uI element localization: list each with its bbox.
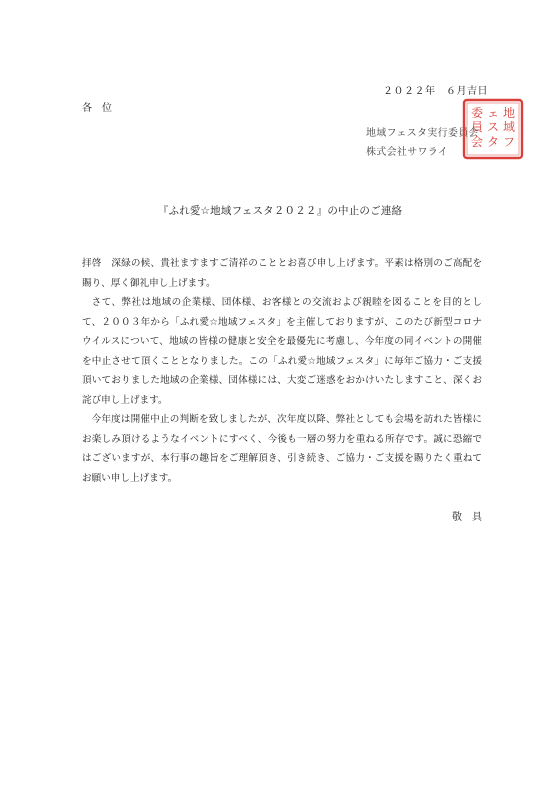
addressee: 各 位 <box>82 103 112 114</box>
svg-text:会: 会 <box>470 135 484 149</box>
svg-text:地: 地 <box>502 106 516 120</box>
letter-date: ２０２２年 ６月吉日 <box>383 86 488 97</box>
svg-text:ス: ス <box>486 120 500 134</box>
svg-text:委: 委 <box>470 106 484 120</box>
closing-phrase: 敬 具 <box>452 512 482 523</box>
svg-text:員: 員 <box>470 120 484 134</box>
svg-text:域: 域 <box>502 120 516 134</box>
letter-title: 『ふれ愛☆地域フェスタ２０２２』の中止のご連絡 <box>157 205 403 217</box>
sender-committee: 地域フェスタ実行委員会 <box>366 128 479 139</box>
letter-body <box>82 254 482 488</box>
company-seal-stamp <box>462 98 524 160</box>
body-paragraph-announcement: さて、弊社は地域の企業様、団体様、お客様との交流および親睦を図ることを目的として、２００３年から「ふれ愛☆地域フェスタ」を主催しておりますが、このたび新型コロナウイルスについて、地域の皆様の健康と安全を最優先に考慮し、今年度の同イベントの開催を中止させて頂くこととなりました。この「ふれ愛☆地域フェスタ」に毎年ご協力・ご支援頂いておりました地域の企業様、団体様には、大変ご迷惑をおかけいたしますこと、深くお詫び申し上げます。 <box>82 297 482 406</box>
body-paragraph-greeting: 拝啓 深緑の候、貴社ますますご清祥のこととお喜び申し上げます。平素は格別のご高配を賜り、厚く御礼申し上げます。 <box>82 258 482 289</box>
svg-text:タ: タ <box>486 135 500 149</box>
sender-company: 株式会社サワライ <box>366 147 449 158</box>
svg-text:ェ: ェ <box>486 106 500 120</box>
body-paragraph-future: 今年度は開催中止の判断を致しましたが、次年度以降、弊社としても会場を訪れた皆様にお楽しみ頂けるようなイベントにすべく、今後も一層の努力を重ねる所存です。誠に恐縮ではございますが、本行事の趣旨をご理解頂き、引き続き、ご協力・ご支援を賜りたく重ねてお願い申し上げます。 <box>82 414 482 484</box>
svg-text:フ: フ <box>502 135 516 149</box>
